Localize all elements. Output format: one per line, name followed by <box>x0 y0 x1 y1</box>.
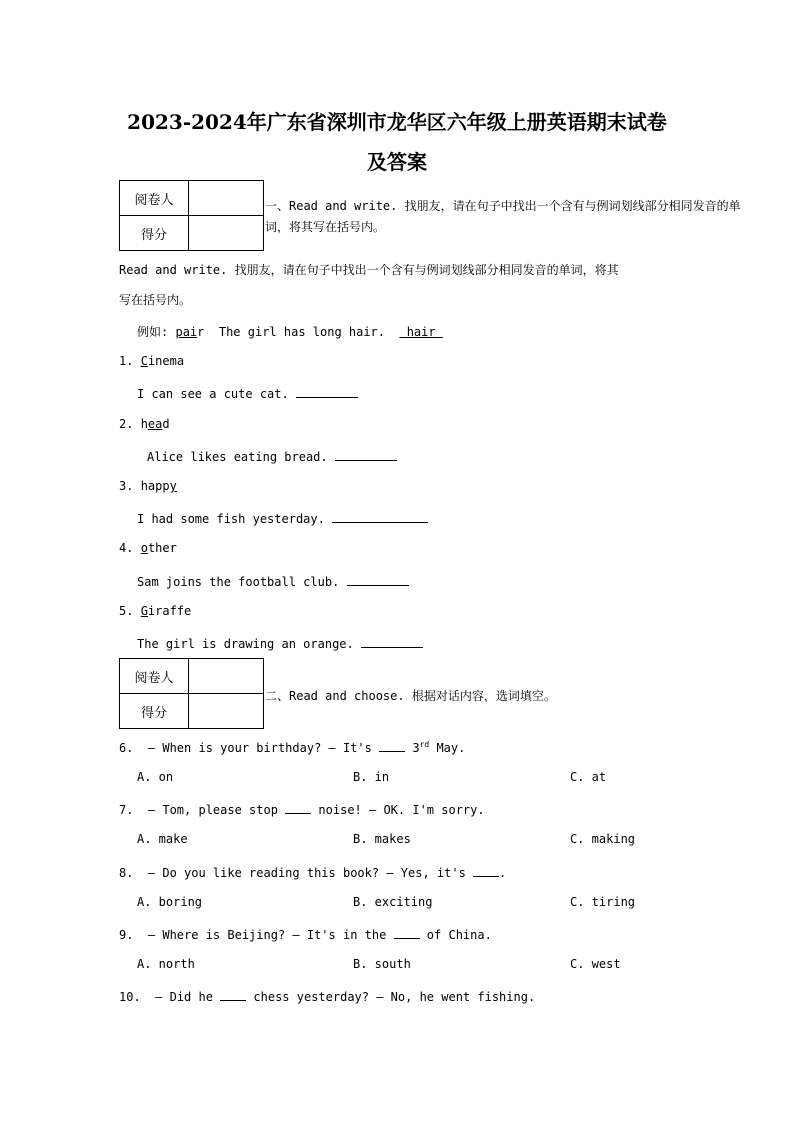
q7-option-c[interactable]: C. making <box>570 832 636 846</box>
item-3-word: 3. happy <box>119 479 177 493</box>
item-5-word: 5. Giraffe <box>119 604 192 618</box>
q8-option-c[interactable]: C. tiring <box>570 895 636 909</box>
reviewer-cell <box>189 181 264 216</box>
example-word-rest: r <box>197 325 205 339</box>
score-cell <box>189 694 264 729</box>
section1-heading-line-2: 词，将其写在括号内。 <box>265 220 386 234</box>
q6-option-c[interactable]: C. at <box>570 770 607 784</box>
q7-option-a[interactable]: A. make <box>137 832 188 846</box>
example-sentence: The girl has long hair. <box>218 325 386 339</box>
q10-blank[interactable] <box>220 988 246 1001</box>
q6-option-a[interactable]: A. on <box>137 770 174 784</box>
example-prefix: 例如: <box>137 325 169 339</box>
title-line-1: 2023-2024年广东省深圳市龙华区六年级上册英语期末试卷 <box>127 110 667 134</box>
question-7: 7. — Tom, please stop noise! — OK. I'm sorry. <box>119 803 485 817</box>
answer-blank-5[interactable] <box>361 635 423 648</box>
item-3-sentence: I had some fish yesterday. <box>137 510 428 526</box>
question-8: 8. — Do you like reading this book? — Yes, it's . <box>119 866 507 880</box>
reviewer-label: 阅卷人 <box>120 659 189 694</box>
q8-blank[interactable] <box>473 864 499 877</box>
item-5-sentence: The girl is drawing an orange. <box>137 635 423 651</box>
grader-box-2 <box>119 658 264 729</box>
q9-option-a[interactable]: A. north <box>137 957 195 971</box>
item-1-sentence: I can see a cute cat. <box>137 385 358 401</box>
title-line-2: 及答案 <box>367 150 427 174</box>
section1-heading-line-1: 一、Read and write. 找朋友，请在句子中找出一个含有与例词划线部分相同发音的单 <box>265 199 741 213</box>
question-6: 6. — When is your birthday? — It's 3rd May. <box>119 740 466 755</box>
answer-blank-4[interactable] <box>347 573 409 586</box>
example-line <box>137 323 443 340</box>
score-label: 得分 <box>120 216 189 251</box>
example-answer: hair <box>406 325 436 339</box>
item-1-word: 1. Cinema <box>119 354 185 368</box>
question-9: 9. — Where is Beijing? — It's in the of China. <box>119 928 492 942</box>
answer-blank-3[interactable] <box>332 510 428 523</box>
q6-option-b[interactable]: B. in <box>353 770 390 784</box>
reviewer-cell <box>189 659 264 694</box>
item-4-word: 4. other <box>119 541 177 555</box>
reviewer-label: 阅卷人 <box>120 181 189 216</box>
item-2-sentence: Alice likes eating bread. <box>147 448 397 464</box>
q9-blank[interactable] <box>394 926 420 939</box>
section2-heading: 二、Read and choose. 根据对话内容，选词填空。 <box>265 689 556 703</box>
section1-instruction-line-2: 写在括号内。 <box>119 293 192 307</box>
score-cell <box>189 216 264 251</box>
q7-blank[interactable] <box>285 801 311 814</box>
q8-option-b[interactable]: B. exciting <box>353 895 433 909</box>
q8-option-a[interactable]: A. boring <box>137 895 203 909</box>
item-2-word: 2. head <box>119 417 170 431</box>
section1-instruction-line-1: Read and write. 找朋友，请在句子中找出一个含有与例词划线部分相同发音的单词，将其 <box>119 263 619 277</box>
example-word-underlined: pai <box>175 325 198 339</box>
question-10: 10. — Did he chess yesterday? — No, he went fishing. <box>119 990 536 1004</box>
answer-blank-2[interactable] <box>335 448 397 461</box>
answer-blank-1[interactable] <box>296 385 358 398</box>
q9-option-c[interactable]: C. west <box>570 957 621 971</box>
q6-blank[interactable] <box>379 739 405 752</box>
q7-option-b[interactable]: B. makes <box>353 832 411 846</box>
grader-box-1 <box>119 180 264 251</box>
q9-option-b[interactable]: B. south <box>353 957 411 971</box>
score-label: 得分 <box>120 694 189 729</box>
item-4-sentence: Sam joins the football club. <box>137 573 409 589</box>
